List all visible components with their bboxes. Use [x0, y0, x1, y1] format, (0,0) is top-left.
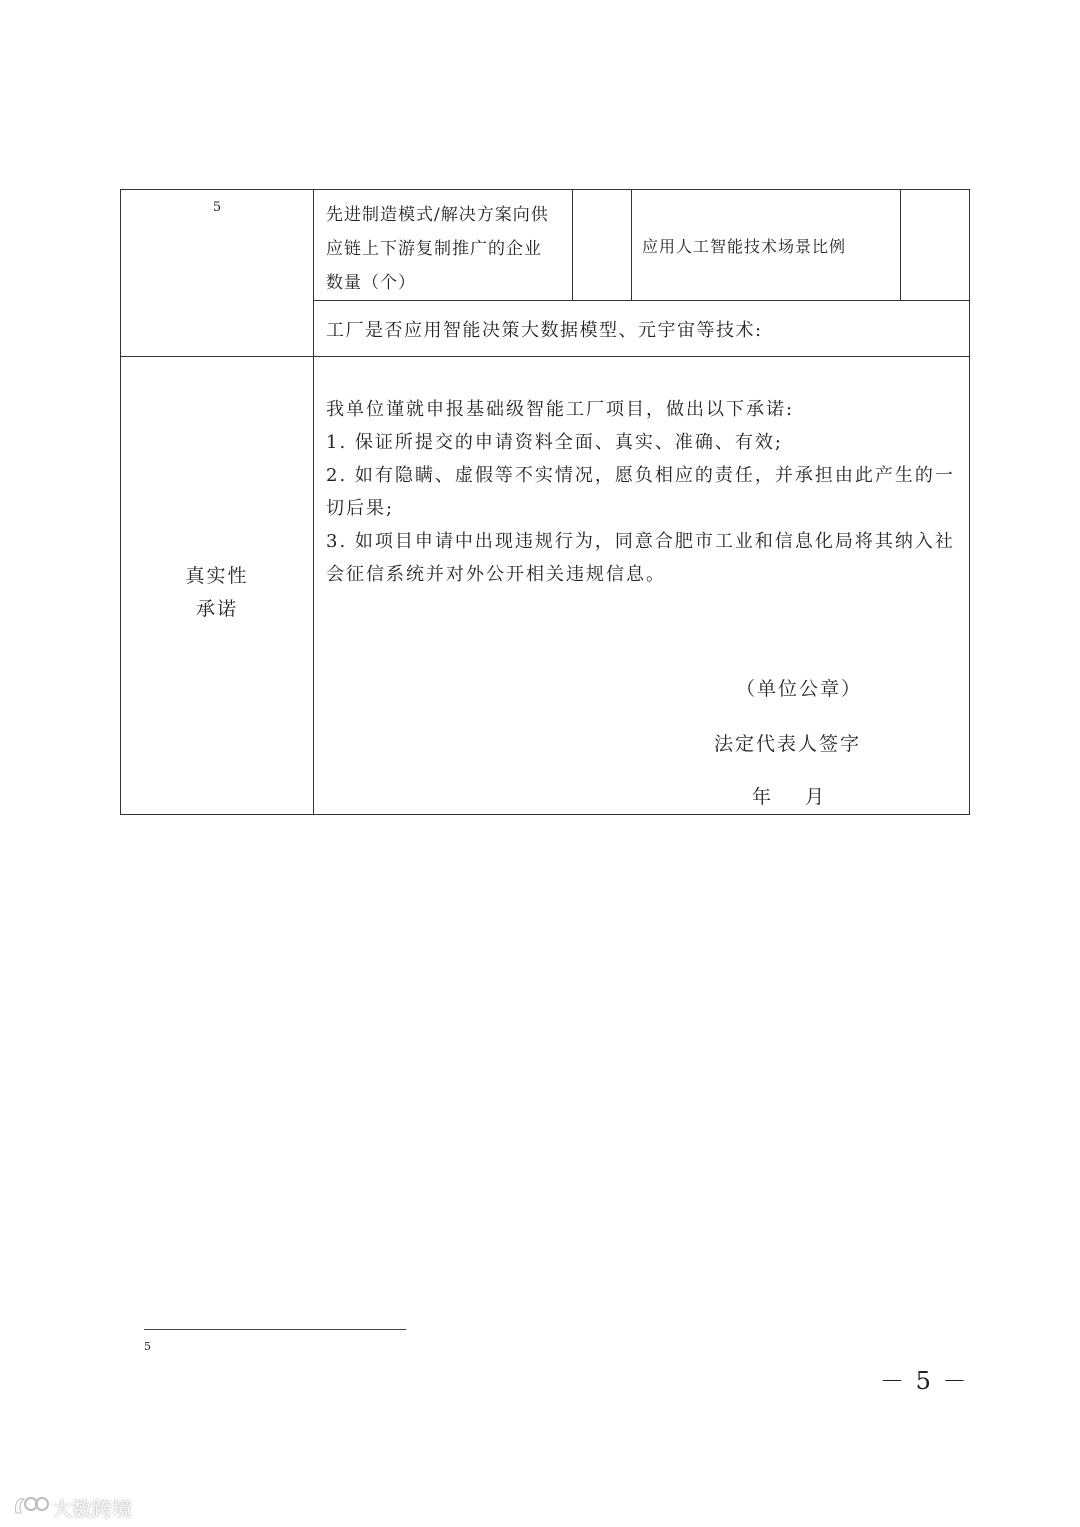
promise-label-line: 承诺 [195, 597, 238, 620]
page-number: － 5 － [880, 1367, 969, 1395]
indicator-label-line: 应链上下游复制推广的企业 [326, 239, 542, 259]
indicator-label-line: 先进制造模式/解决方案向供 [326, 205, 549, 225]
promise-label-cell [121, 357, 314, 815]
date-label: 年 月 [752, 786, 827, 808]
promise-item: 1. 保证所提交的申请资料全面、真实、准确、有效; [326, 432, 783, 453]
footnote-mark: 5 [144, 1340, 151, 1353]
promise-cell [314, 357, 970, 815]
footnote-divider [144, 1329, 406, 1330]
indicator-label-line: 数量（个） [326, 273, 416, 293]
watermark-logo-icon [12, 1493, 50, 1519]
indicator-value-field[interactable] [573, 190, 632, 301]
row-number-cell [121, 190, 314, 357]
application-table [120, 189, 970, 815]
promise-label-line: 真实性 [185, 564, 249, 587]
promise-intro: 我单位谨就申报基础级智能工厂项目，做出以下承诺: [326, 399, 795, 420]
technology-question: 工厂是否应用智能决策大数据模型、元宇宙等技术: [314, 301, 970, 357]
row-number: 5 [212, 200, 222, 215]
watermark-text: 大数跨境 [52, 1497, 132, 1521]
promise-item: 2. 如有隐瞒、虚假等不实情况，愿负相应的责任，并承担由此产生的一切后果; [326, 465, 955, 519]
ai-scenario-ratio-label: 应用人工智能技术场景比例 [632, 190, 901, 301]
legal-rep-signature-label: 法定代表人签字 [714, 733, 862, 755]
indicator-label-cell [314, 190, 573, 301]
watermark [12, 1493, 152, 1519]
ai-scenario-ratio-field[interactable] [901, 190, 970, 301]
unit-seal-label: （单位公章） [736, 678, 863, 700]
promise-item: 3. 如项目申请中出现违规行为，同意合肥市工业和信息化局将其纳入社会征信系统并对外公开相关违规信息。 [326, 531, 955, 585]
